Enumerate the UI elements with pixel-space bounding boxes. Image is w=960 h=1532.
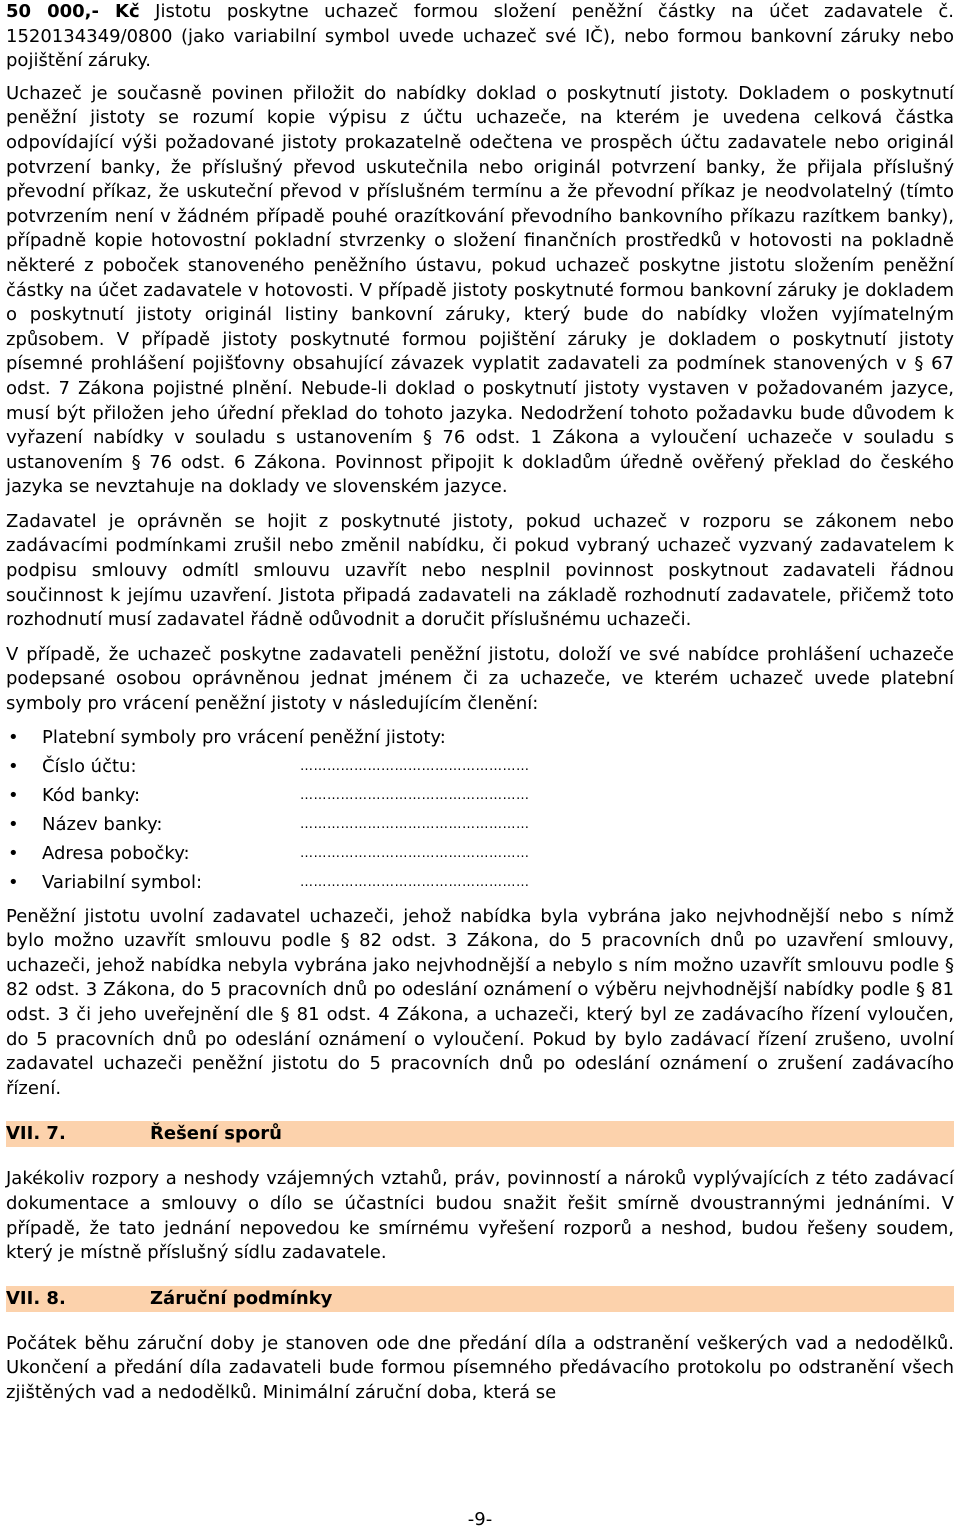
bullet-icon: •	[8, 784, 19, 806]
fill-in-dots: ……………………………………………	[300, 845, 530, 861]
amount-bold: 50 000,- Kč	[6, 1, 140, 22]
section-number: VII. 8.	[6, 1287, 66, 1309]
bullet-icon: •	[8, 755, 19, 777]
list-item-label: Název banky:	[42, 813, 163, 835]
list-item	[6, 868, 954, 897]
paragraph-hojeni-jistoty: Zadavatel je oprávněn se hojit z poskytnuté jistoty, pokud uchazeč v rozporu se zákonem nebo zadávacími podmínkami zrušil nebo změnil nabídku, či pokud vybraný uchazeč vyzvaný zadavatelem k podpisu smlouvy odmítl smlouvu uzavřít nebo nesplnil povinnost poskytnout zadavateli řádnou součinnost k jejímu uzavření. Jistota připadá zadavateli na základě rozhodnutí zadavatele, přičemž toto rozhodnutí musí zadavatel řádně odůvodnit a doručit příslušnému uchazeči.	[6, 510, 954, 631]
fill-in-dots: ……………………………………………	[300, 874, 530, 890]
section-number: VII. 7.	[6, 1123, 66, 1145]
bullet-icon: •	[8, 871, 19, 893]
document-page	[6, 0, 954, 1406]
paragraph-jistota-amount	[6, 0, 954, 74]
payment-symbols-list	[6, 723, 954, 897]
section-title: Řešení sporů	[150, 1123, 282, 1145]
section-heading-reseni-sporu	[6, 1121, 954, 1147]
paragraph-platebni-symboly: V případě, že uchazeč poskytne zadavateli peněžní jistotu, doloží ve své nabídce prohlášení uchazeče podepsané osobou oprávněnou jednat jménem či za uchazeče, ve kterém uchazeč uvede platební symboly pro vrácení peněžní jistoty v následujícím členění:	[6, 643, 954, 715]
list-item-label: Kód banky:	[42, 784, 141, 806]
list-item	[6, 752, 954, 781]
paragraph-zarucni-doba: Počátek běhu záruční doby je stanoven ode dne předání díla a odstranění veškerých vad a nedodělků. Ukončení a předání díla zadavateli bude formou písemného předávacího protokolu po odstranění všech zjištěných vad a nedodělků. Minimální záruční doba, která se	[6, 1332, 954, 1403]
bullet-icon: •	[8, 726, 19, 748]
paragraph-reseni-sporu: Jakékoliv rozpory a neshody vzájemných vztahů, práv, povinností a nároků vyplývajících z této zadávací dokumentace a smlouvy o dílo se účastníci budou snažit řešit smírně dvoustrannými jednáními. V případě, že tato jednání nepovedou ke smírnému vyřešení rozporů a neshod, budou řešeny soudem, který je místně příslušný sídlu zadavatele.	[6, 1168, 954, 1264]
list-item-label: Variabilní symbol:	[42, 871, 203, 893]
fill-in-dots: ……………………………………………	[300, 758, 530, 774]
paragraph-doklad-jistoty: Uchazeč je současně povinen přiložit do nabídky doklad o poskytnutí jistoty. Dokladem o poskytnutí peněžní jistoty se rozumí kopie výpisu z účtu uchazeče, na kterém je uvedena celková částka odpovídající výši požadované jistoty prokazatelně odečtena ve prospěch účtu zadavatele nebo originál potvrzení banky, že příslušný převod uskutečnila nebo originál potvrzení banky, že přijala příslušný převodní příkaz, že uskuteční převod v příslušném termínu a že převodní příkaz je neodvolatelný (tímto potvrzením není v žádném případě pouhé orazítkování převodního bankovního příkazu razítkem banky), případně kopie hotovostní pokladní stvrzenky o složení finančních prostředků v hotovosti na pokladně některé z poboček stanoveného peněžního ústavu, pokud uchazeč poskytne jistotu složením peněžní částky na účet zadavatele v hotovosti. V případě jistoty poskytnuté formou bankovní záruky je dokladem o poskytnutí jistoty originál listiny bankovní záruky, který bude do nabídky vložen vyjímatelným způsobem. V případě jistoty poskytnuté formou pojištění záruky je dokladem o poskytnutí jistoty písemné prohlášení pojišťovny obsahující závazek vyplatit zadavateli za podmínek stanovených v § 67 odst. 7 Zákona pojistné plnění. Nebude-li doklad o poskytnutí jistoty vystaven v požadovaném jazyce, musí být přiložen jeho úřední překlad do tohoto jazyka. Nedodržení tohoto požadavku bude důvodem k vyřazení nabídky v souladu s ustanovením § 76 odst. 1 Zákona a vyloučení uchazeče v souladu s ustanovením § 76 odst. 6 Zákona. Povinnost připojit k dokladům úředně ověřený překlad do českého jazyka se nevztahuje na doklady ve slovenském jazyce.	[6, 82, 954, 498]
fill-in-dots: ……………………………………………	[300, 787, 530, 803]
section-heading-zarucni-podminky	[6, 1286, 954, 1312]
bullet-icon: •	[8, 842, 19, 864]
list-item-label: Platební symboly pro vrácení peněžní jistoty:	[42, 726, 446, 748]
section-title: Záruční podmínky	[150, 1287, 333, 1309]
page-number: -9-	[467, 1509, 493, 1530]
bullet-icon: •	[8, 813, 19, 835]
fill-in-dots: ……………………………………………	[300, 816, 530, 832]
list-item-label: Číslo účtu:	[42, 755, 137, 777]
list-item	[6, 810, 954, 839]
amount-text: Jistotu poskytne uchazeč formou složení peněžní částky na účet zadavatele č. 1520134349/0800 (jako variabilní symbol uvede uchazeč své IČ), nebo formou bankovní záruky nebo pojištění záruky.	[6, 1, 954, 72]
list-item-label: Adresa pobočky:	[42, 842, 190, 864]
list-item	[6, 723, 954, 752]
paragraph-uvolneni-jistoty: Peněžní jistotu uvolní zadavatel uchazeči, jehož nabídka byla vybrána jako nejvhodnější nebo s nímž bylo možno uzavřít smlouvu podle § 82 odst. 3 Zákona, do 5 pracovních dnů po uzavření smlouvy, uchazeči, jehož nabídka nebyla vybrána jako nejvhodnější a nebylo s ním možno uzavřít smlouvu podle § 82 odst. 3 Zákona, do 5 pracovních dnů po odeslání oznámení o výběru nejvhodnější nabídky podle § 81 odst. 3 či jeho uveřejnění dle § 81 odst. 4 Zákona, a uchazeči, který byl ze zadávacího řízení vyloučen, do 5 pracovních dnů po odeslání oznámení o vyloučení. Pokud by bylo zadávací řízení zrušeno, uvolní zadavatel uchazeči peněžní jistotu do 5 pracovních dnů po odeslání oznámení o zrušení zadávacího řízení.	[6, 905, 954, 1099]
list-item	[6, 839, 954, 868]
list-item	[6, 781, 954, 810]
